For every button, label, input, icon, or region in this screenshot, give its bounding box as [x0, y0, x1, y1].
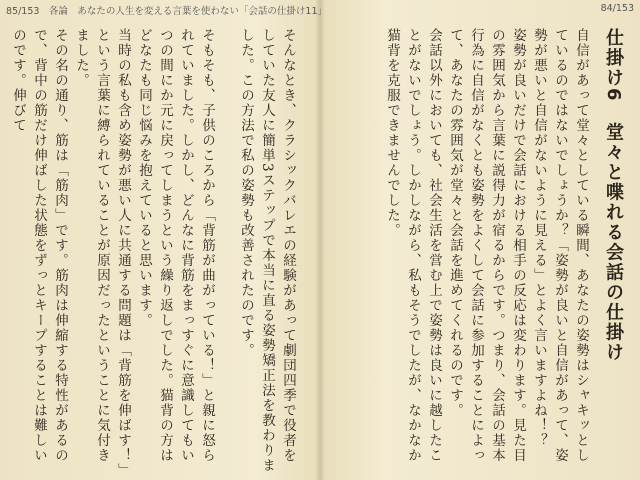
- left-page[interactable]: [10, 28, 298, 474]
- section-heading: 仕掛け6 堂々と喋れる会話の仕掛け: [603, 28, 624, 363]
- paragraph: 当時の私も含め姿勢が悪い人に共通する問題は「背筋を伸ばす！」という言葉に縛られていることが原因だったということに気付きました。: [73, 28, 131, 472]
- paragraph: 自信があって堂々としている瞬間、あなたの姿勢はシャキッとしているのではないでしょうか？「姿勢が良いと自信があって、姿勢が悪いと自信がないように見える」とよく言いますよね！？: [531, 28, 589, 463]
- left-page-header: 85/153 各論 あなたの人生を変える言葉を使わない「会話の仕掛け11」: [6, 6, 328, 17]
- paragraph-gap: [217, 28, 235, 474]
- paragraph: そんなとき、クラシックバレエの経験があって劇団四季で役者をしていた友人に簡単3ステップで本当に直る姿勢矯正法を教わりました。この方法で私の姿勢も改善されたのです。: [238, 28, 296, 474]
- right-page-header: 84/153: [600, 3, 634, 14]
- paragraph: そもそも、子供のころから「背筋が曲がっている！」と親に怒られていました。しかし、どんなに背筋をまっすぐに意識してもいつの間にか元に戻ってしまうという繰り返しでした。猫背の方はどなたも同じ悩みを抱えていると思います。: [136, 28, 215, 463]
- paragraph: 会話以外においても、社会生活を営む上で姿勢は良いに越したことがないでしょう。しかしながら、私もそうでしたが、なかなか猫背を克服できませんでした。: [384, 28, 442, 463]
- paragraph: 姿勢が良いだけで会話における相手の反応は変わります。見た目の雰囲気から言葉に説得力が宿るからです。つまり、会話の基本行為に自信がなくとも姿勢をよくして会話に参加することによって、あなたの雰囲気が堂々と会話を進めてくれるのです。: [447, 28, 526, 463]
- right-page[interactable]: [340, 28, 624, 474]
- paragraph: その名の通り、筋は「筋肉」です。筋肉は伸縮する特性があるので、背中の筋だけ伸ばした状態をずっとキープすることは難しいのです。伸びて: [10, 28, 68, 463]
